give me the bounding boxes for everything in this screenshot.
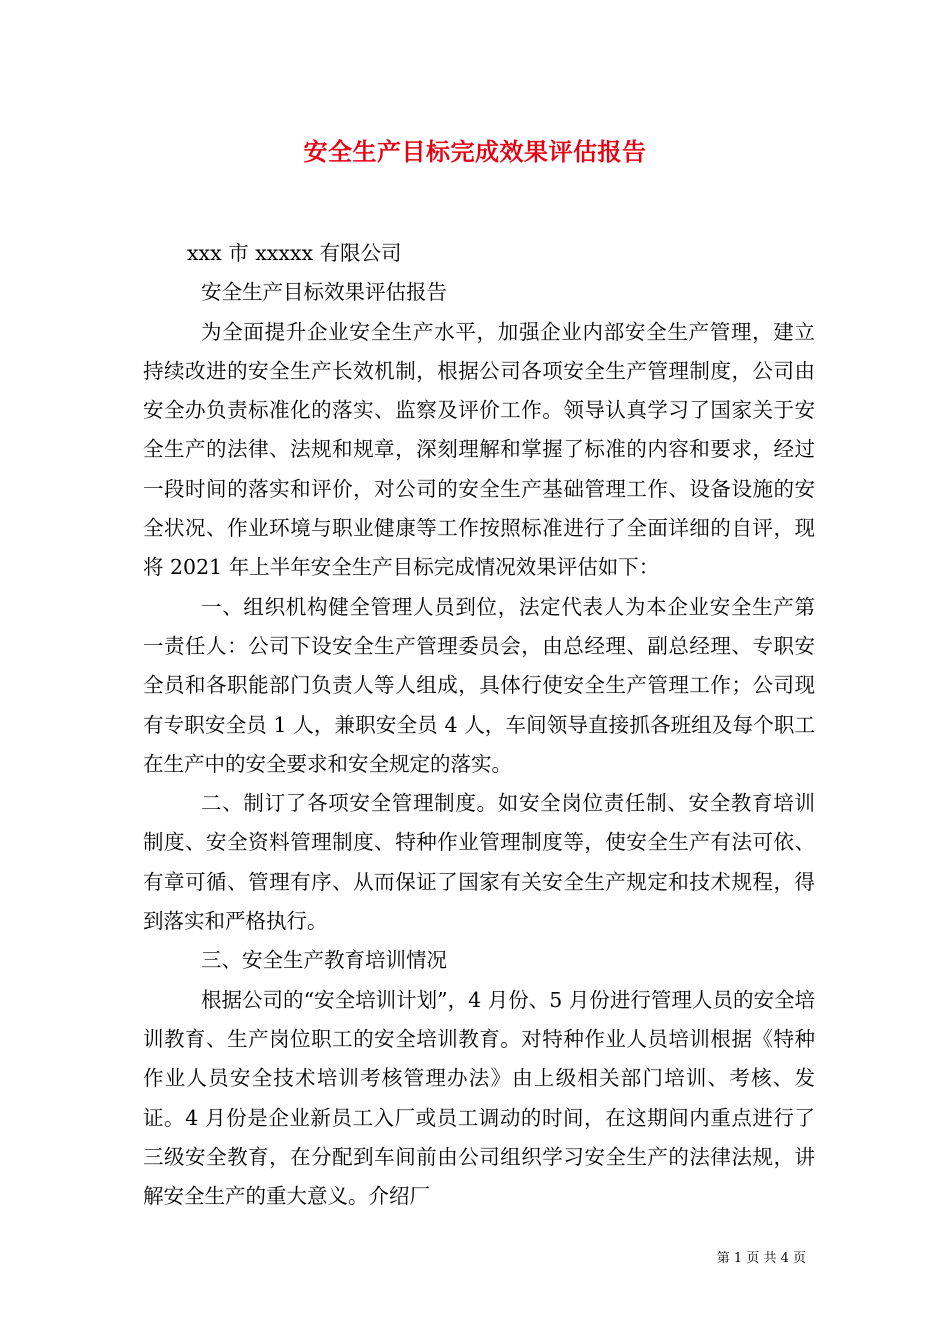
section-heading-3: 三、安全生产教育培训情况: [201, 948, 447, 973]
page-number-footer: 第 1 页 共 4 页: [716, 1251, 806, 1266]
report-subtitle: 安全生产目标效果评估报告: [201, 280, 447, 305]
paragraph-section-3: 根据公司的“安全培训计划”，4 月份、5 月份进行管理人员的安全培训教育、生产岗位职工的安全培训教育。对特种作业人员培训根据《特种作业人员安全技术培训考核管理办法》由上级相关部门培训、考核、发证。4 月份是企业新员工入厂或员工调动的时间，在这期间内重点进行了三级安全教育，在分配到车间前由公司组织学习安全生产的法律法规，讲解安全生产的重大意义。介绍厂: [143, 987, 815, 1209]
paragraph-section-2: 二、制订了各项安全管理制度。如安全岗位责任制、安全教育培训制度、安全资料管理制度、特种作业管理制度等，使安全生产有法可依、有章可循、管理有序、从而保证了国家有关安全生产规定和技术规程，得到落实和严格执行。: [143, 791, 815, 934]
paragraph-section-1: 一、组织机构健全管理人员到位，法定代表人为本企业安全生产第一责任人：公司下设安全生产管理委员会，由总经理、副总经理、专职安全员和各职能部门负责人等人组成，具体行使安全生产管理工作；公司现有专职安全员 1 人，兼职安全员 4 人，车间领导直接抓各班组及每个职工在生产中的安全要求和安全规定的落实。: [143, 594, 815, 776]
document-title: 安全生产目标完成效果评估报告: [303, 137, 647, 166]
company-name: xxx 市 xxxxx 有限公司: [187, 241, 402, 265]
paragraph-intro: 为全面提升企业安全生产水平，加强企业内部安全生产管理，建立持续改进的安全生产长效机制，根据公司各项安全生产管理制度，公司由安全办负责标准化的落实、监察及评价工作。领导认真学习了国家关于安全生产的法律、法规和规章，深刻理解和掌握了标准的内容和要求，经过一段时间的落实和评价，对公司的安全生产基础管理工作、设备设施的安全状况、作业环境与职业健康等工作按照标准进行了全面详细的自评，现将 2021 年上半年安全生产目标完成情况效果评估如下：: [143, 319, 815, 580]
document-body: [143, 234, 815, 1216]
